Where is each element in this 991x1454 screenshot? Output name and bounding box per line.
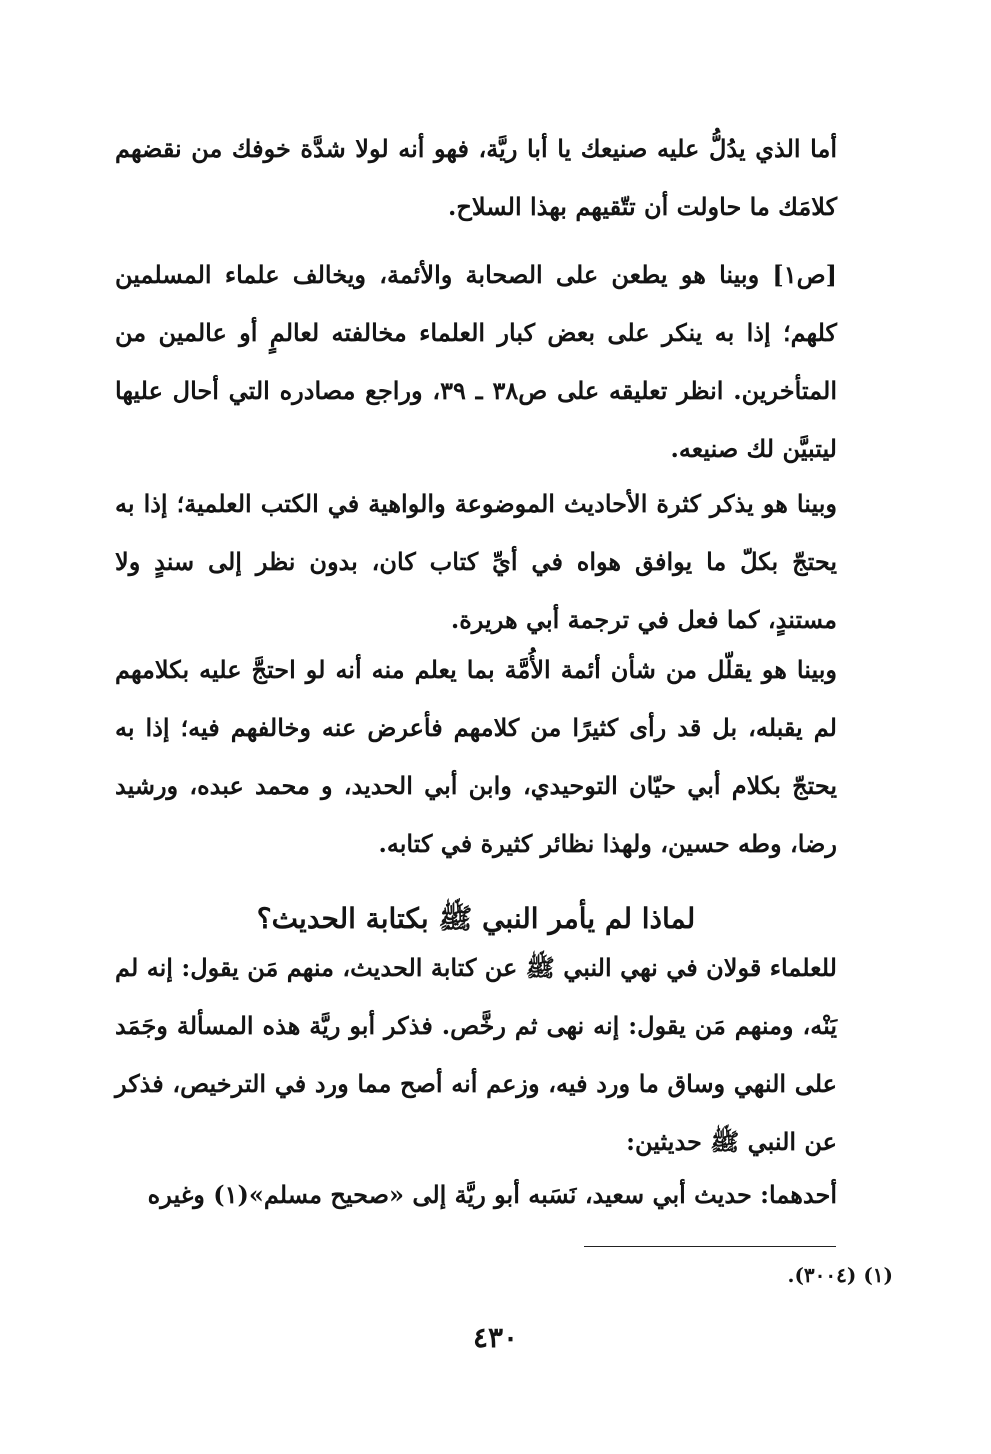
paragraph-text: للعلماء قولان في نهي النبي ﷺ عن كتابة الحديث، منهم مَن يقول: إنه لم يَنْه، ومنهم مَن يقول: إنه نهى ثم رخَّص. فذكر أبو ريَّة هذه المسألة وجَمَد على النهي وساق ما ورد فيه، وزعم أنه أصح مما ورد في الترخيص، فذكر عن النبي ﷺ حديثين: bbox=[115, 953, 838, 1156]
footnote-divider bbox=[584, 1246, 836, 1247]
paragraph-2 bbox=[115, 246, 837, 478]
section-heading: لماذا لم يأمر النبي ﷺ بكتابة الحديث؟ bbox=[256, 902, 696, 936]
paragraph-1 bbox=[115, 120, 837, 236]
paragraph-text: [ص١] وبينا هو يطعن على الصحابة والأئمة، ويخالف علماء المسلمين كلهم؛ إذا به ينكر على بعض كبار العلماء مخالفته لعالمٍ أو عالمين من المتأخرين. انظر تعليقه على ص٣٨ ـ ٣٩، وراجع مصادره التي أحال عليها ليتبيَّن لك صنيعه. bbox=[115, 260, 838, 463]
page-number: ٤٣٠ bbox=[472, 1321, 519, 1354]
paragraph-text: أحدهما: حديث أبي سعيد، نَسَبه أبو ريَّة إلى «صحيح مسلم»(١) وغيره bbox=[147, 1180, 837, 1209]
paragraph-4 bbox=[115, 641, 837, 873]
paragraph-text: أما الذي يدُلُّ عليه صنيعك يا أبا ريَّة، فهو أنه لولا شدَّة خوفك من نقضهم كلامَك ما حاولت أن تتّقيهم بهذا السلاح. bbox=[115, 134, 837, 221]
paragraph-text: وبينا هو يقلّل من شأن أئمة الأُمَّة بما يعلم منه أنه لو احتجَّ عليه بكلامهم لم يقبله، بل قد رأى كثيرًا من كلامهم فأعرض عنه وخالفهم فيه؛ إذا به يحتجّ بكلام أبي حيّان التوحيدي، وابن أبي الحديد، و محمد عبده، ورشيد رضا، وطه حسين، ولهذا نظائر كثيرة في كتابه. bbox=[115, 655, 838, 858]
paragraph-5 bbox=[115, 939, 837, 1171]
paragraph-3 bbox=[115, 475, 837, 649]
footnote: (١) (٣٠٠٤). bbox=[787, 1263, 893, 1287]
paragraph-6 bbox=[115, 1166, 837, 1224]
paragraph-text: وبينا هو يذكر كثرة الأحاديث الموضوعة والواهية في الكتب العلمية؛ إذا به يحتجّ بكلّ ما يوافق هواه في أيِّ كتاب كان، بدون نظر إلى سندٍ ولا مستندٍ، كما فعل في ترجمة أبي هريرة. bbox=[115, 489, 837, 634]
